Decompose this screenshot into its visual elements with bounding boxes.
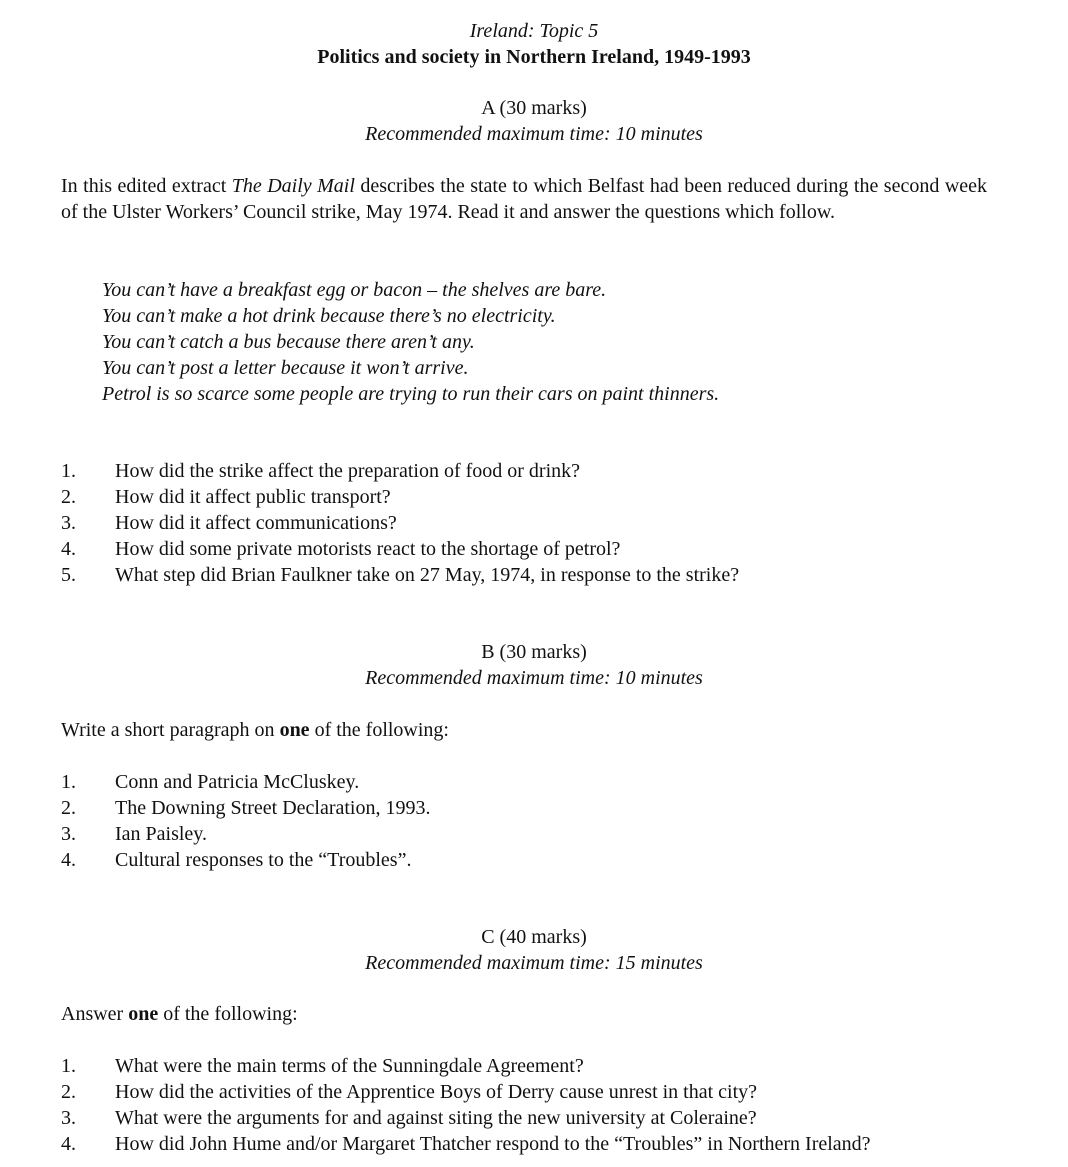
section-a-heading: A (30 marks) bbox=[481, 97, 587, 119]
question-number: 2. bbox=[61, 797, 76, 819]
section-a-time: Recommended maximum time: 10 minutes bbox=[365, 123, 703, 145]
question-text: How did John Hume and/or Margaret Thatcher respond to the “Troubles” in Northern Ireland? bbox=[115, 1133, 871, 1155]
topic-label: Ireland: Topic 5 bbox=[469, 20, 599, 42]
section-c-items bbox=[61, 1053, 871, 1157]
question-item bbox=[61, 1053, 871, 1079]
question-item bbox=[61, 536, 739, 562]
question-text: How did the activities of the Apprentice Boys of Derry cause unrest in that city? bbox=[115, 1081, 758, 1103]
question-number: 4. bbox=[61, 538, 76, 560]
question-item bbox=[61, 1105, 871, 1131]
instruction-emphasis: one bbox=[128, 1003, 159, 1025]
question-text: The Downing Street Declaration, 1993. bbox=[115, 797, 431, 819]
extract-line: You can’t post a letter because it won’t arrive. bbox=[102, 357, 469, 379]
question-item bbox=[61, 795, 430, 821]
question-text: Cultural responses to the “Troubles”. bbox=[115, 849, 412, 871]
question-text: What step did Brian Faulkner take on 27 May, 1974, in response to the strike? bbox=[115, 564, 740, 586]
section-c-instruction bbox=[61, 1001, 298, 1027]
question-item bbox=[61, 769, 430, 795]
question-number: 4. bbox=[61, 849, 76, 871]
extract-line: Petrol is so scarce some people are trying to run their cars on paint thinners. bbox=[102, 383, 720, 405]
question-number: 1. bbox=[61, 1055, 76, 1077]
extract-line: You can’t catch a bus because there aren’t any. bbox=[102, 331, 475, 353]
question-text: How did the strike affect the preparation of food or drink? bbox=[115, 460, 581, 482]
section-b-time: Recommended maximum time: 10 minutes bbox=[365, 667, 703, 689]
question-item bbox=[61, 1079, 871, 1105]
question-number: 1. bbox=[61, 460, 76, 482]
source-title: The Daily Mail bbox=[231, 175, 355, 197]
question-number: 5. bbox=[61, 564, 76, 586]
question-item bbox=[61, 1131, 871, 1157]
intro-text-start: In this edited extract bbox=[61, 175, 232, 197]
question-number: 3. bbox=[61, 823, 76, 845]
section-a-questions bbox=[61, 458, 739, 588]
question-text: Ian Paisley. bbox=[115, 823, 208, 845]
question-number: 3. bbox=[61, 512, 76, 534]
question-text: Conn and Patricia McCluskey. bbox=[115, 771, 360, 793]
extract-line: You can’t make a hot drink because there’s no electricity. bbox=[102, 305, 556, 327]
question-text: What were the main terms of the Sunningdale Agreement? bbox=[115, 1055, 584, 1077]
instruction-text-end: of the following: bbox=[309, 719, 449, 741]
question-number: 3. bbox=[61, 1107, 76, 1129]
question-number: 2. bbox=[61, 1081, 76, 1103]
question-text: How did it affect communications? bbox=[115, 512, 397, 534]
section-b-heading: B (30 marks) bbox=[481, 641, 587, 663]
intro-text-end: describes the state to which Belfast had been reduced during the second week of the Ulster Workers’ Council strike, May 1974. Read it and answer the questions which follow. bbox=[61, 175, 988, 223]
question-number: 1. bbox=[61, 771, 76, 793]
section-c-heading: C (40 marks) bbox=[481, 926, 587, 948]
question-item bbox=[61, 510, 739, 536]
section-b-items bbox=[61, 769, 430, 873]
instruction-text-start: Write a short paragraph on bbox=[61, 719, 280, 741]
section-b-instruction bbox=[61, 717, 449, 743]
instruction-emphasis: one bbox=[279, 719, 310, 741]
extract-line: You can’t have a breakfast egg or bacon – the shelves are bare. bbox=[102, 279, 607, 301]
question-text: How did some private motorists react to the shortage of petrol? bbox=[115, 538, 621, 560]
section-c-time: Recommended maximum time: 15 minutes bbox=[365, 952, 703, 974]
instruction-text-end: of the following: bbox=[158, 1003, 298, 1025]
question-item bbox=[61, 562, 739, 588]
question-text: How did it affect public transport? bbox=[115, 486, 391, 508]
question-item bbox=[61, 847, 430, 873]
question-text: What were the arguments for and against siting the new university at Coleraine? bbox=[115, 1107, 757, 1129]
question-item bbox=[61, 484, 739, 510]
question-number: 4. bbox=[61, 1133, 76, 1155]
question-number: 2. bbox=[61, 486, 76, 508]
question-item bbox=[61, 458, 739, 484]
question-item bbox=[61, 821, 430, 847]
section-a-intro bbox=[61, 173, 987, 225]
instruction-text-start: Answer bbox=[61, 1003, 129, 1025]
page-title: Politics and society in Northern Ireland, 1949-1993 bbox=[317, 46, 751, 68]
